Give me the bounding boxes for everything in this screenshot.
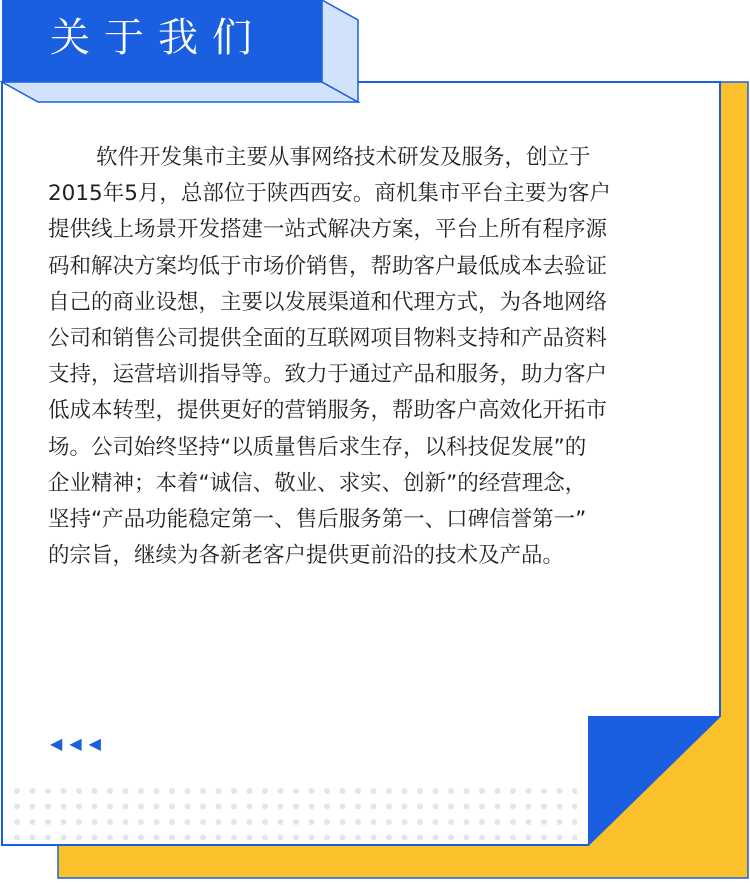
- about-paragraph: [48, 140, 673, 574]
- paragraph-line: 自己的商业设想，主要以发展渠道和代理方式，为各地网络: [48, 289, 608, 315]
- triangle-left-icon: ◀: [69, 734, 82, 753]
- triangle-left-icon: ◀: [50, 734, 63, 753]
- paragraph-line: 软件开发集市主要从事网络技术研发及服务，创立于: [96, 145, 591, 170]
- paragraph-line: 码和解决方案均低于市场价销售，帮助客户最低成本去验证: [48, 253, 608, 279]
- arrow-decoration: [50, 734, 101, 754]
- paragraph-line: 低成本转型，提供更好的营销服务，帮助客户高效化开拓市: [48, 398, 608, 424]
- paragraph-line: 2015年5月，总部位于陕西西安。商机集市平台主要为客户: [48, 181, 611, 207]
- triangle-left-icon: ◀: [88, 734, 101, 753]
- paragraph-line: 企业精神；本着“诚信、敬业、求实、创新”的经营理念，: [48, 470, 587, 496]
- title-banner-depth: [2, 82, 358, 102]
- dot-texture: [12, 786, 577, 840]
- paragraph-line: 支持，运营培训指导等。致力于通过产品和服务，助力客户: [48, 362, 608, 388]
- page-title: 关于我们: [50, 15, 266, 61]
- paragraph-line: 的宗旨，继续为各新老客户提供更前沿的技术及产品。: [48, 543, 565, 569]
- paragraph-line: 公司和销售公司提供全面的互联网项目物料支持和产品资料: [48, 326, 608, 352]
- paragraph-line: 提供线上场景开发搭建一站式解决方案，平台上所有程序源: [48, 217, 608, 243]
- paragraph-line: 坚持“产品功能稳定第一、售后服务第一、口碑信誉第一”: [48, 507, 587, 533]
- paragraph-line: 场。公司始终坚持“以质量售后求生存，以科技促发展”的: [48, 434, 587, 460]
